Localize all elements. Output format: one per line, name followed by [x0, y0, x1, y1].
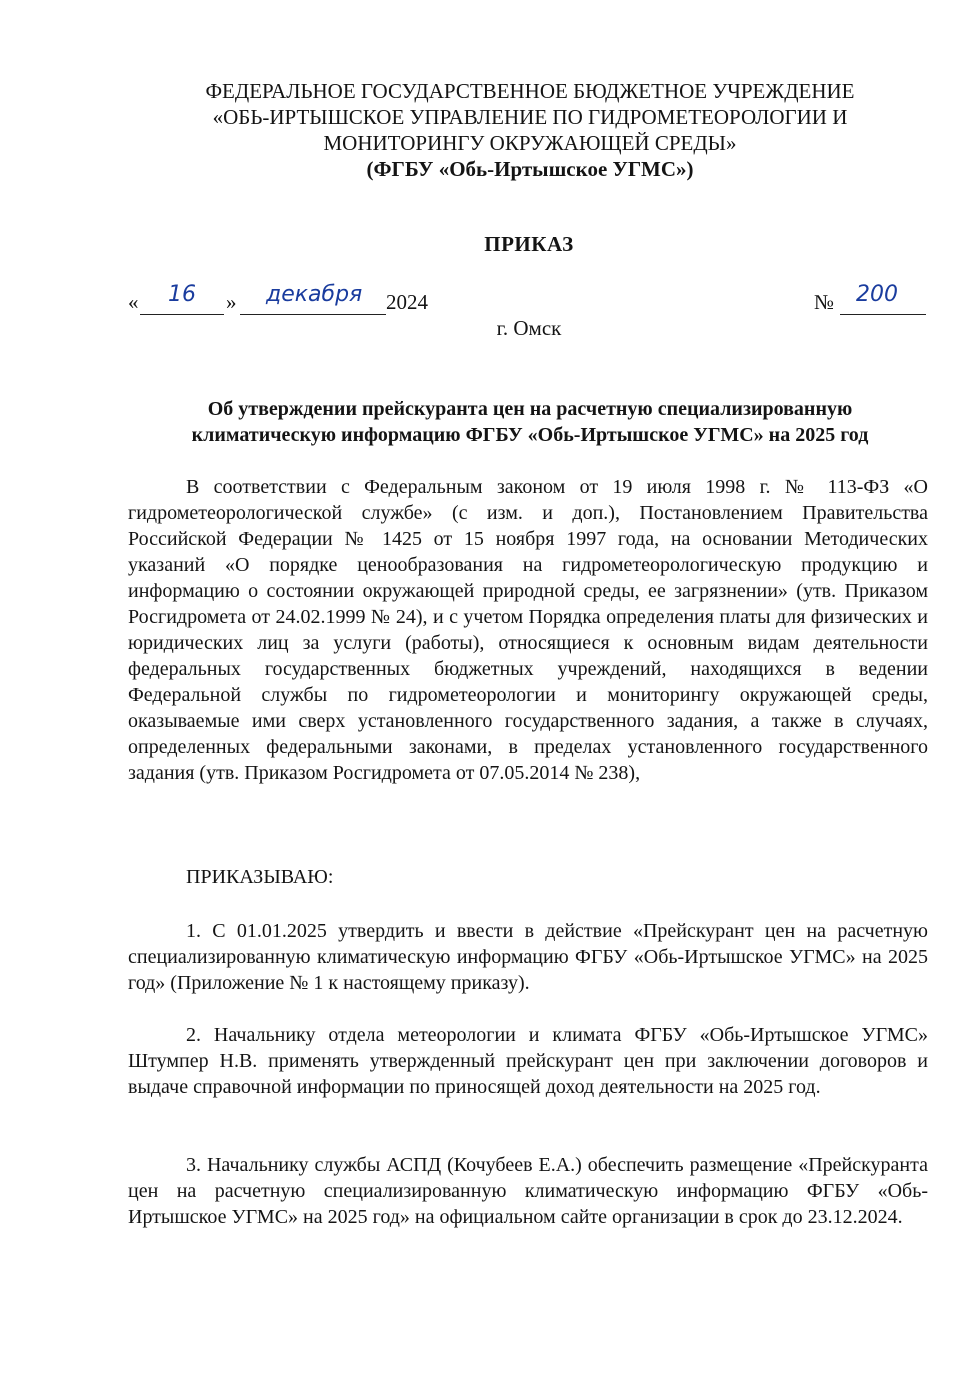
order-title: ПРИКАЗ: [484, 232, 574, 256]
organization-header: [100, 78, 960, 182]
handwritten-month: декабря: [266, 282, 363, 307]
order-word: ПРИКАЗЫВАЮ:: [186, 866, 334, 888]
subject-line-2: климатическую информацию ФГБУ «Обь-Иртышское УГМС» на 2025 год: [191, 424, 869, 446]
handwritten-day: 16: [168, 282, 196, 307]
quote-close: »: [226, 290, 237, 314]
org-line-3: МОНИТОРИНГУ ОКРУЖАЮЩЕЙ СРЕДЫ»: [323, 131, 737, 155]
org-line-2: «ОБЬ-ИРТЫШСКОЕ УПРАВЛЕНИЕ ПО ГИДРОМЕТЕОРОЛОГИИ И: [212, 105, 848, 129]
order-item-1: 1. С 01.01.2025 утвердить и ввести в действие «Прейскурант цен на расчетную специализированную климатическую информацию ФГБУ «Обь-Иртышское УГМС» на 2025 год» (Приложение № 1 к настоящему приказу).: [128, 920, 928, 994]
quote-open: «: [128, 290, 139, 314]
order-item-3: 3. Начальнику службы АСПД (Кочубеев Е.А.) обеспечить размещение «Прейскуранта цен на расчетную специализированную климатическую информацию ФГБУ «Обь-Иртышское УГМС» на 2025 год» на официальном сайте организации в срок до 23.12.2024.: [128, 1154, 928, 1228]
handwritten-number: 200: [856, 282, 898, 307]
number-label: №: [814, 290, 835, 314]
order-year: 2024: [386, 290, 428, 314]
city: г. Омск: [496, 316, 562, 340]
preamble-paragraph: В соответствии с Федеральным законом от 19 июля 1998 г. № 113-ФЗ «О гидрометеорологической службе» (с изм. и доп.), Постановлением Правительства Российской Федерации № 1425 от 15 ноября 1997 года, на основании Методических указаний «О порядке ценообразования на гидрометеорологическую продукцию и информацию о состоянии окружающей природной среды, ее загрязнении» (утв. Приказом Росгидромета от 24.02.1999 № 24), и с учетом Порядка определения платы для физических и юридических лиц за услуги (работы), относящиеся к основным видам деятельности федеральных государственных бюджетных учреждений, находящихся в ведении Федеральной службы по гидрометеорологии и мониторингу окружающей среды, оказываемые ими сверх установленного государственного задания, а также в случаях, определенных федеральными законами, в пределах установленного государственного задания (утв. Приказом Росгидромета от 07.05.2014 № 238),: [128, 476, 928, 784]
org-short-name: (ФГБУ «Обь-Иртышское УГМС»): [366, 157, 694, 181]
order-subject: [100, 396, 960, 448]
org-line-1: ФЕДЕРАЛЬНОЕ ГОСУДАРСТВЕННОЕ БЮДЖЕТНОЕ УЧРЕЖДЕНИЕ: [205, 79, 855, 103]
subject-line-1: Об утверждении прейскуранта цен на расчетную специализированную: [207, 398, 853, 420]
order-item-2: 2. Начальнику отдела метеорологии и климата ФГБУ «Обь-Иртышское УГМС» Штумпер Н.В. применять утвержденный прейскурант цен при заключении договоров и выдаче справочной информации по приносящей доход деятельности на 2025 год.: [128, 1024, 928, 1098]
